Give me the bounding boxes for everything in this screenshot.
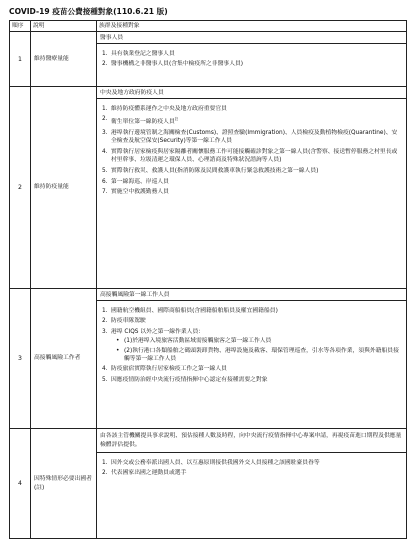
table-row (10, 289, 407, 429)
list-item: 6. 第一線海巡、岸巡人員 (102, 178, 169, 185)
list-item: 1. 因外交或公務奉派出國人員、以互惠原則接供我國外交人員接種之該國駐臺員眷等 (102, 459, 320, 466)
row-targets (97, 429, 407, 539)
sub-list-item: • (1)於港埠入境旅客活動區域需接觸旅客之第一線工作人員 (124, 337, 401, 345)
row-seq: 3 (10, 289, 31, 429)
target-list (97, 453, 406, 483)
row-description: 維持醫療量能 (31, 32, 97, 87)
footnote-marker: 註 (174, 117, 179, 122)
list-item: 1. 具有執業登記之醫事人員 (102, 50, 175, 57)
list-item: 4. 實際執行居家檢疫與居家隔離者關懷服務工作可能接觸確診對象之第一線人員(含警察、接送暫停服務之村里長或村里幹事、垃圾清運之環保人員、心理諮商及特殊狀況諮詢等人員) (102, 148, 398, 164)
target-list (97, 44, 406, 74)
table-row (10, 429, 407, 539)
sub-list-item: • (2)執行港口各類船舶之碼頭裝卸貨物、港埠設施及載客、環保管理巡查，引水等各項作業，須與外籍船員接觸等第一線工作人員 (124, 347, 401, 363)
list-item: 5. 實際執行救災、救護人員(指消防隊及民間救護車執行緊急救護技術之第一線人員) (102, 167, 319, 174)
list-item: 1. 國籍航空機組員、國際商船船員(含國籍船舶船員及權宜國籍船員) (102, 307, 278, 314)
list-item: 4. 防疫旅宿實際執行居家檢疫工作之第一線人員 (102, 366, 227, 373)
group-name: 高接觸風險第一線工作人員 (97, 289, 406, 301)
table-row (10, 87, 407, 289)
row-targets (97, 289, 407, 429)
target-list (97, 301, 406, 390)
list-item: 2. 醫事機構之非醫事人員(含集中檢疫所之非醫事人員) (102, 61, 244, 68)
document-title: COVID-19 疫苗公費接種對象(110.6.21 版) (9, 7, 168, 16)
list-item: 5. 因應疫情防治經中央流行疫情指揮中心認定有接種需要之對象 (102, 377, 268, 384)
row-description: 維持防疫量能 (31, 87, 97, 289)
sub-list (111, 337, 401, 363)
vaccine-priority-table (9, 20, 407, 539)
row-targets (97, 87, 407, 289)
list-item: 7. 實施空中救護勤務人員 (102, 189, 169, 196)
table-header-row (10, 21, 407, 32)
target-list (97, 99, 406, 202)
row-description: 高接觸風險工作者 (31, 289, 97, 429)
list-item: 3. 港埠 CIQS 以外之第一線作業人員： • (1)於港埠入境旅客活動區域需接觸旅客之第一線工作人員 • (2)執行港口各類船舶之碼頭裝卸貨物、港埠設施及載客、環保管理巡查，引水等各項作業，須與外籍船員接觸等第一線工作人員 (111, 328, 401, 363)
application-note: 由各該主管機關提具事求說明、預估接種人數及時程，向中央流行疫情指揮中心專案申請，再視疫苗進口期程及供應量檢體評估提供。 (97, 429, 406, 453)
group-name: 中央及地方政府防疫人員 (97, 87, 406, 99)
list-item: 2. 衛生單位第一線防疫人員$^註$ (102, 116, 179, 126)
list-item: 3. 港埠執行邊境管制之海關檢查(Customs)、證照查驗(Immigration)、人員檢疫及動植物檢疫(Quarantine)、安全檢查及航空保安(Security)等第一線工作人員 (102, 130, 398, 145)
header-description: 說明 (31, 21, 97, 32)
list-item: 2. 代表國家出國之運動員或選手 (102, 470, 187, 477)
header-target-group: 族群及接種對象 (97, 21, 407, 32)
table-row (10, 32, 407, 87)
row-targets (97, 32, 407, 87)
group-name: 醫事人員 (97, 32, 406, 44)
row-description: 因特殊情形必要出國者(註) (31, 429, 97, 539)
list-item: 2. 防疫車隊駕駛 (102, 318, 146, 325)
row-seq: 1 (10, 32, 31, 87)
row-seq: 4 (10, 429, 31, 539)
header-seq: 順序 (10, 21, 31, 32)
list-item: 1. 維持防疫體系運作之中央及地方政府重要官員 (102, 105, 227, 112)
row-seq: 2 (10, 87, 31, 289)
